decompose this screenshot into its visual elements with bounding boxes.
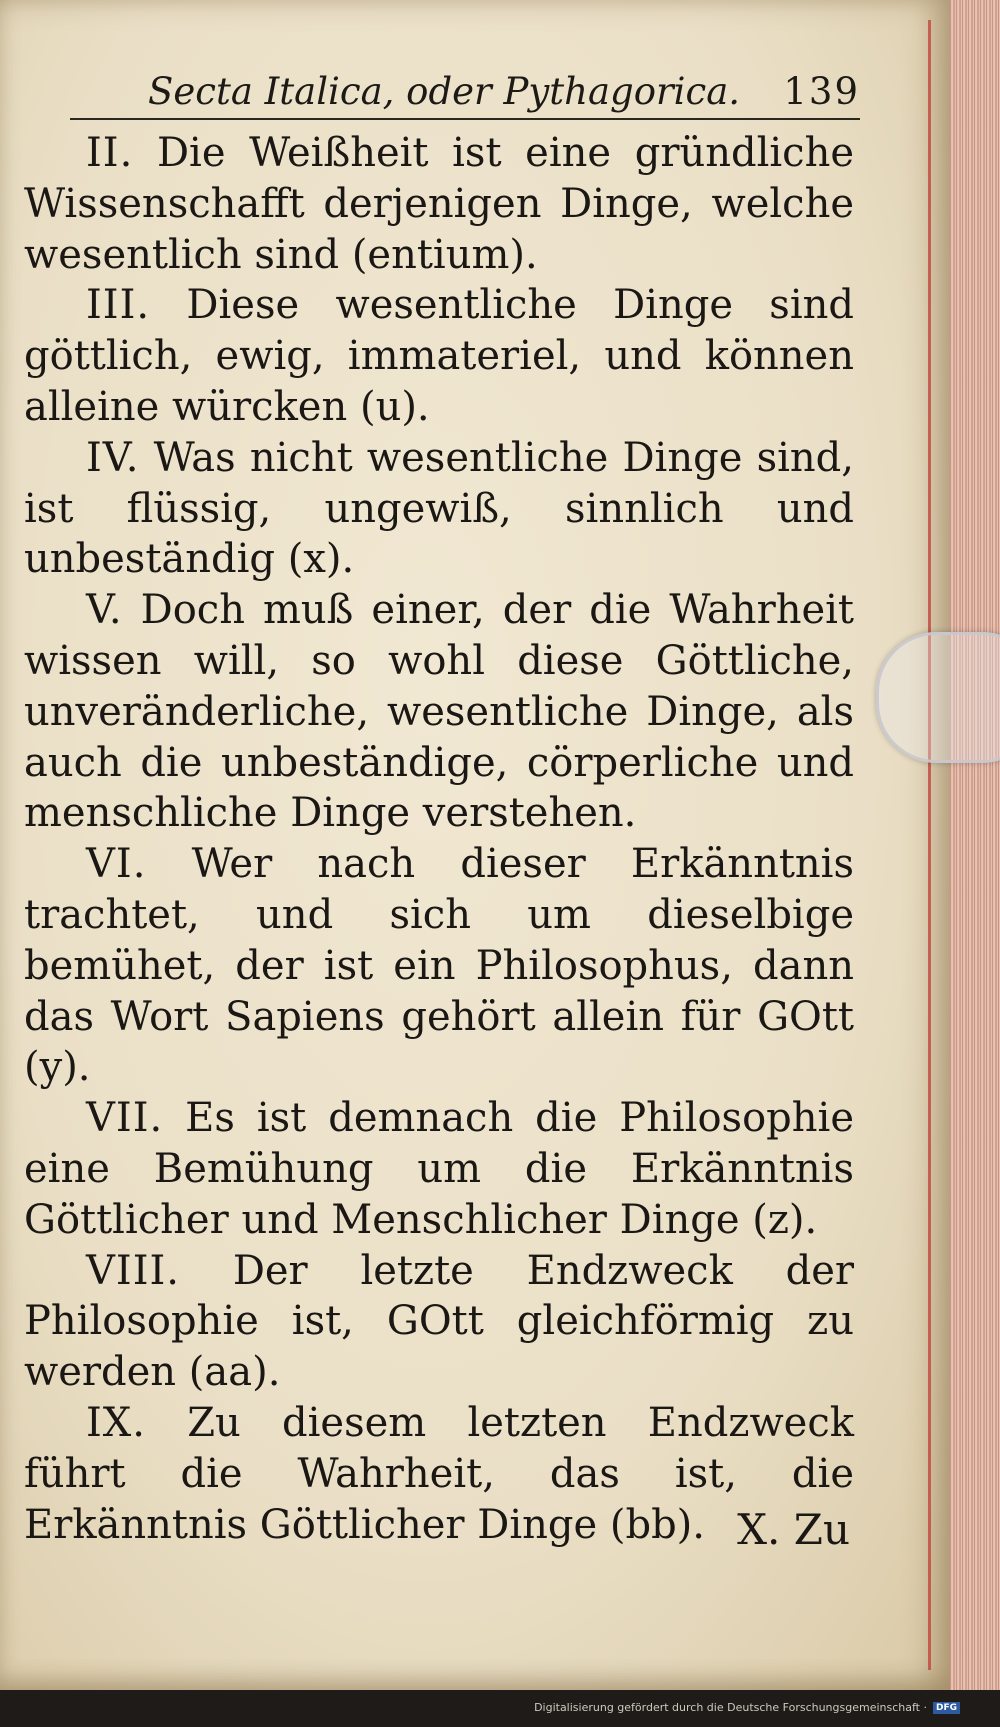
paragraph-number: VI. [86, 841, 147, 888]
paragraph-number: II. [86, 130, 134, 176]
paragraph [24, 433, 854, 585]
paragraph [24, 585, 854, 839]
catchword: X. Zu [737, 1505, 850, 1554]
paragraph-number: V. [86, 587, 123, 634]
paragraph-text: Der letzte Endzweck der Philosophie ist, GOtt gleichförmig zu werden (aa). [24, 1247, 854, 1396]
paragraph-text: Wer nach dieser Erkänntnis trachtet, und sich um dieselbige bemühet, der ist ein Philosophus, dann das Wort Sapiens gehört allein für GOtt (y). [24, 841, 854, 1091]
paragraph-text: Es ist demnach die Philosophie eine Bemühung um die Erkänntnis Göttlicher und Menschlicher Dinge (z). [24, 1095, 854, 1243]
paragraph [24, 128, 854, 280]
paragraph [24, 1398, 854, 1550]
body-text [24, 128, 854, 1550]
paragraph [24, 280, 854, 432]
red-edge-line [928, 20, 931, 1670]
paragraph-number: IX. [86, 1399, 146, 1446]
paragraph-text: Diese wesentliche Dinge sind göttlich, ewig, immateriel, und können alleine würcken (u). [24, 282, 854, 430]
running-title: Secta Italica, oder Pythagorica. [148, 70, 741, 113]
paragraph-text: Was nicht wesentliche Dinge sind, ist flüssig, ungewiß, sinnlich und unbeständig (x). [24, 434, 854, 583]
paragraph-number: IV. [86, 434, 140, 481]
page-clip [876, 632, 1000, 763]
paragraph-number: III. [86, 282, 151, 329]
paragraph [24, 1246, 854, 1398]
digitization-credit [534, 1701, 960, 1714]
page-edges [950, 0, 1000, 1690]
running-header [148, 70, 860, 113]
paragraph-number: VIII. [86, 1247, 181, 1294]
page-number: 139 [783, 70, 860, 113]
header-rule [70, 118, 860, 120]
credit-text: Digitalisierung gefördert durch die Deutsche Forschungsgemeinschaft · [534, 1701, 927, 1714]
paragraph [24, 839, 854, 1093]
paragraph-text: Die Weißheit ist eine gründliche Wissenschafft derjenigen Dinge, welche wesentlich sind (entium). [24, 130, 854, 278]
paragraph [24, 1093, 854, 1245]
paragraph-text: Zu diesem letzten Endzweck führt die Wahrheit, das ist, die Erkänntnis Göttlicher Dinge (bb). [24, 1399, 854, 1548]
paragraph-number: VII. [86, 1095, 164, 1142]
dfg-logo: DFG [933, 1702, 960, 1714]
paragraph-text: Doch muß einer, der die Wahrheit wissen will, so wohl diese Göttliche, unveränderliche, wesentliche Dinge, als auch die unbeständige, cörperliche und menschliche Dinge verstehen. [24, 587, 854, 837]
